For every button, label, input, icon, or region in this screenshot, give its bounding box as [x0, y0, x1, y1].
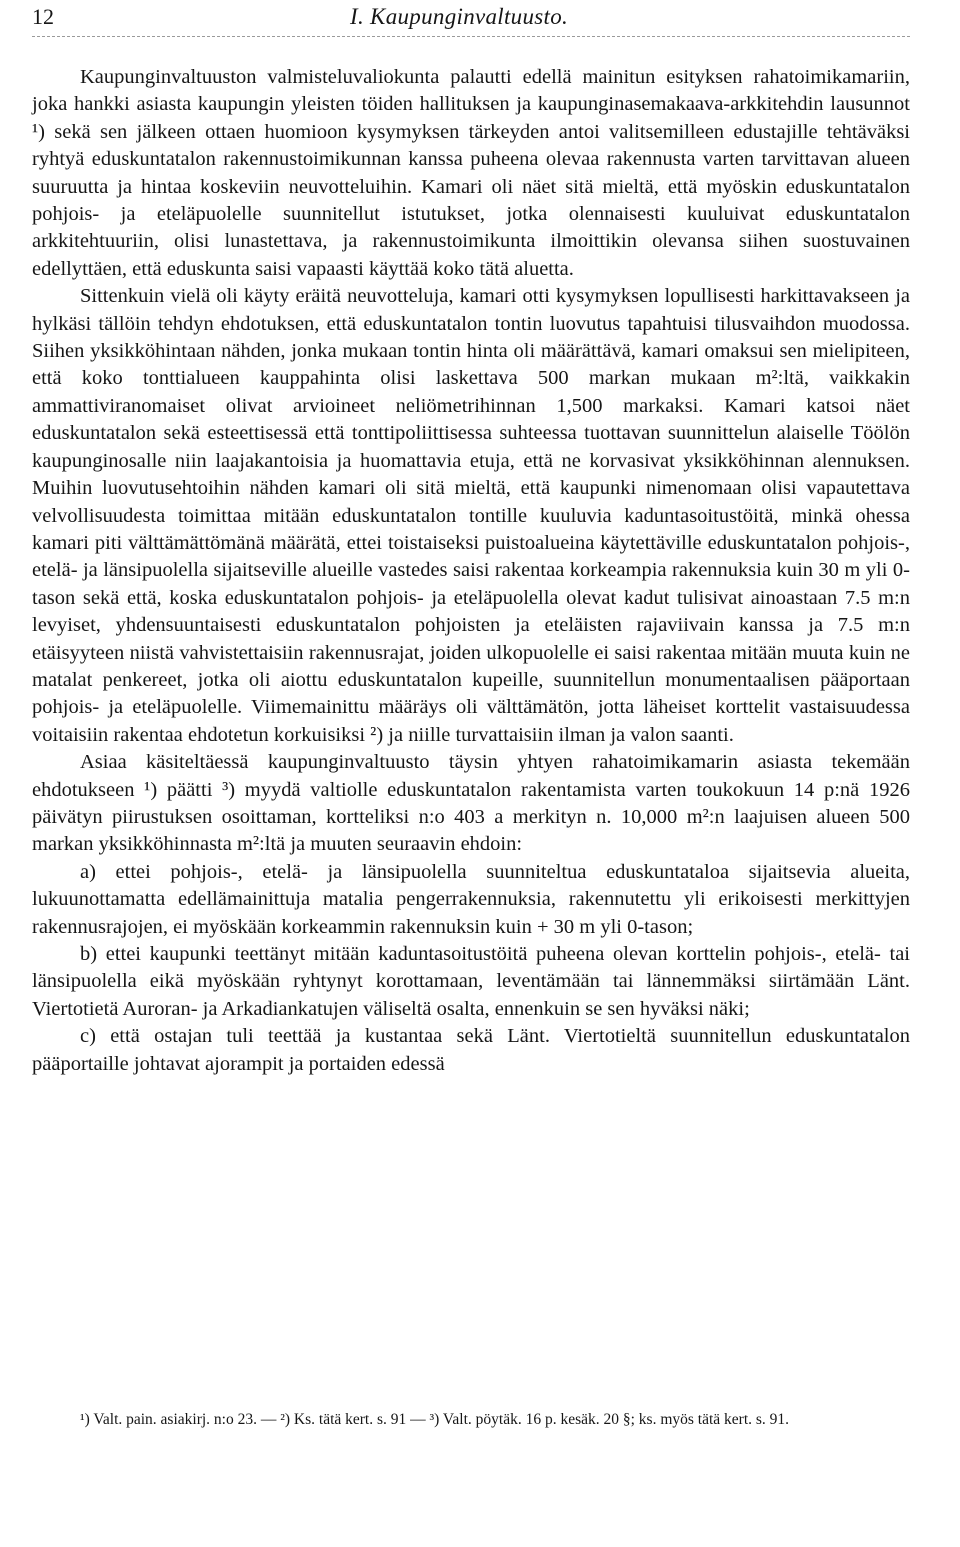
paragraph-3: Asiaa käsiteltäessä kaupunginvaltuusto täysin yhtyen rahatoimikamarin asiasta tekemään ehdotukseen ¹) päätti ³) myydä valtiolle eduskuntatalon rakentamista varten toukokuun 14 p:nä 1926 päivätyn piirustuksen osoittaman, kortteliksi n:o 403 a merkityn n. 10,000 m²:n laajuisen alueen 500 markan yksikköhinnasta m²:ltä ja muuten seuraavin ehdoin: — [32, 751, 910, 856]
paragraph-1: Kaupunginvaltuuston valmisteluvaliokunta palautti edellä mainitun esityksen rahatoimikamariin, joka hankki asiasta kaupungin yleisten töiden hallituksen ja kaupunginasemakaava-arkkitehdin lausunnot ¹) sekä sen jälkeen ottaen huomioon kysymyksen tärkeyden antoi valitsemilleen edustajille tehtäväksi ryhtyä eduskuntatalon rakennustoimikunnan kanssa puheena olevaa rakennusta varten tarvittavan alueen suuruutta ja hintaa koskeviin neuvotteluihin. Kamari oli näet sitä mieltä, että myöskin eduskuntatalon pohjois- ja eteläpuolelle suunnitellut istutukset, jotka olennaisesti kuuluivat eduskuntatalon arkkitehtuuriin, olisi lunastettava, ja rakennustoimikunta ilmoittikin olevansa siihen suostuvainen edellyttäen, että eduskunta saisi vapaasti käyttää koko tätä aluetta. — [32, 66, 910, 280]
running-title: I. Kaupunginvaltuusto. — [350, 4, 569, 29]
paragraph-2: Sittenkuin vielä oli käyty eräitä neuvotteluja, kamari otti kysymyksen lopullisesti harkittavakseen ja hylkäsi tällöin tehdyn ehdotuksen, että eduskuntatalon tontin luovutus tapahtuisi tilusvaihdon muodossa. Siihen yksikköhintaan nähden, jonka mukaan tontin hinta oli määrättävä, kamari omaksui sen mielipiteen, että koko tonttialueen kauppahinta olisi laskettava 500 markan mukaan m²:ltä, vaikkakin ammattiviranomaiset olivat arvioineet neliömetrihinnan 1,500 markaksi. Kamari katsoi näet eduskuntatalon sekä esteettisessä että tonttipoliittisessa suhteessa tuottavan suunnittelun alaiselle Töölön kaupunginosalle niin laajakantoisia ja huomattavia etuja, että ne korvasivat yksikköhinnan alennuksen. Muihin luovutusehtoihin nähden kamari oli sitä mieltä, että kaupunki nimenomaan olisi vapautettava velvollisuudesta toimittaa mitään eduskuntatalon tontille kuuluvia kaduntasoitustöitä, minkä ohessa kamari piti välttämättömänä määrätä, ettei toistaiseksi puistoalueina käytettäville eduskuntatalon pohjois-, etelä- ja länsipuolella sijaitseville alueille vastedes saisi rakentaa korkeampia rakennuksia kuin 30 m yli 0-tason sekä että, koska eduskuntatalon pohjois- ja eteläpuolella olevat kadut tulisivat ainoastaan 7.5 m:n levyiset, yhdensuuntaisesti eduskuntatalon pohjoisten ja eteläisten rajaviivain kanssa ja 7.5 m:n etäisyyteen niistä vahvistettaisiin rakennusrajat, joiden ulkopuolelle ei saisi rakentaa mitään muuta kuin ne matalat penkereet, jotka oli aiottu eduskuntatalon kupeille, suunnitellun monumentaalisen pääportaan pohjois- ja eteläpuolelle. Viimemainittu määräys oli välttämätön, jotta läheiset korttelit vastaisuudessa voitaisiin rakentaa ehdotetun korkuisiksi ²) ja niille turvattaisiin ilman ja valon saanti. — [32, 285, 910, 746]
condition-c: c) että ostajan tuli teettää ja kustantaa sekä Länt. Viertotieltä suunnitellun eduskuntatalon pääportaille johtavat ajorampit ja portaiden edessä — [32, 1025, 910, 1075]
page-header — [32, 2, 910, 32]
body-text — [32, 64, 910, 1078]
document-page — [32, 0, 910, 1547]
footnotes — [32, 1409, 910, 1431]
condition-a: a) ettei pohjois-, etelä- ja länsipuolella suunniteltua eduskuntataloa sijaitsevia alueita, lukuunottamatta edellämainittuja matalia pengerrakennuksia, rakennutettu yli erikoisesti merkittyjen rakennusrajojen, ei myöskään korkeammin rakennuksin kuin + 30 m yli 0-tason; — [32, 860, 910, 938]
condition-b: b) ettei kaupunki teettänyt mitään kaduntasoitustöitä puheena olevan korttelin pohjois-, etelä- tai länsipuolella eikä myöskään ryhtynyt korottamaan, leventämään tai lännemmäksi siirtämään Länt. Viertotietä Auroran- ja Arkadiankatujen väliseltä osalta, ennenkuin se sen hyväksi näki; — [32, 943, 910, 1020]
page-number: 12 — [32, 4, 54, 29]
header-rule — [32, 36, 910, 37]
footnote-text: ¹) Valt. pain. asiakirj. n:o 23. — ²) Ks. tätä kert. s. 91 — ³) Valt. pöytäk. 16 p. kesäk. 20 §; ks. myös tätä kert. s. 91. — [80, 1411, 790, 1428]
